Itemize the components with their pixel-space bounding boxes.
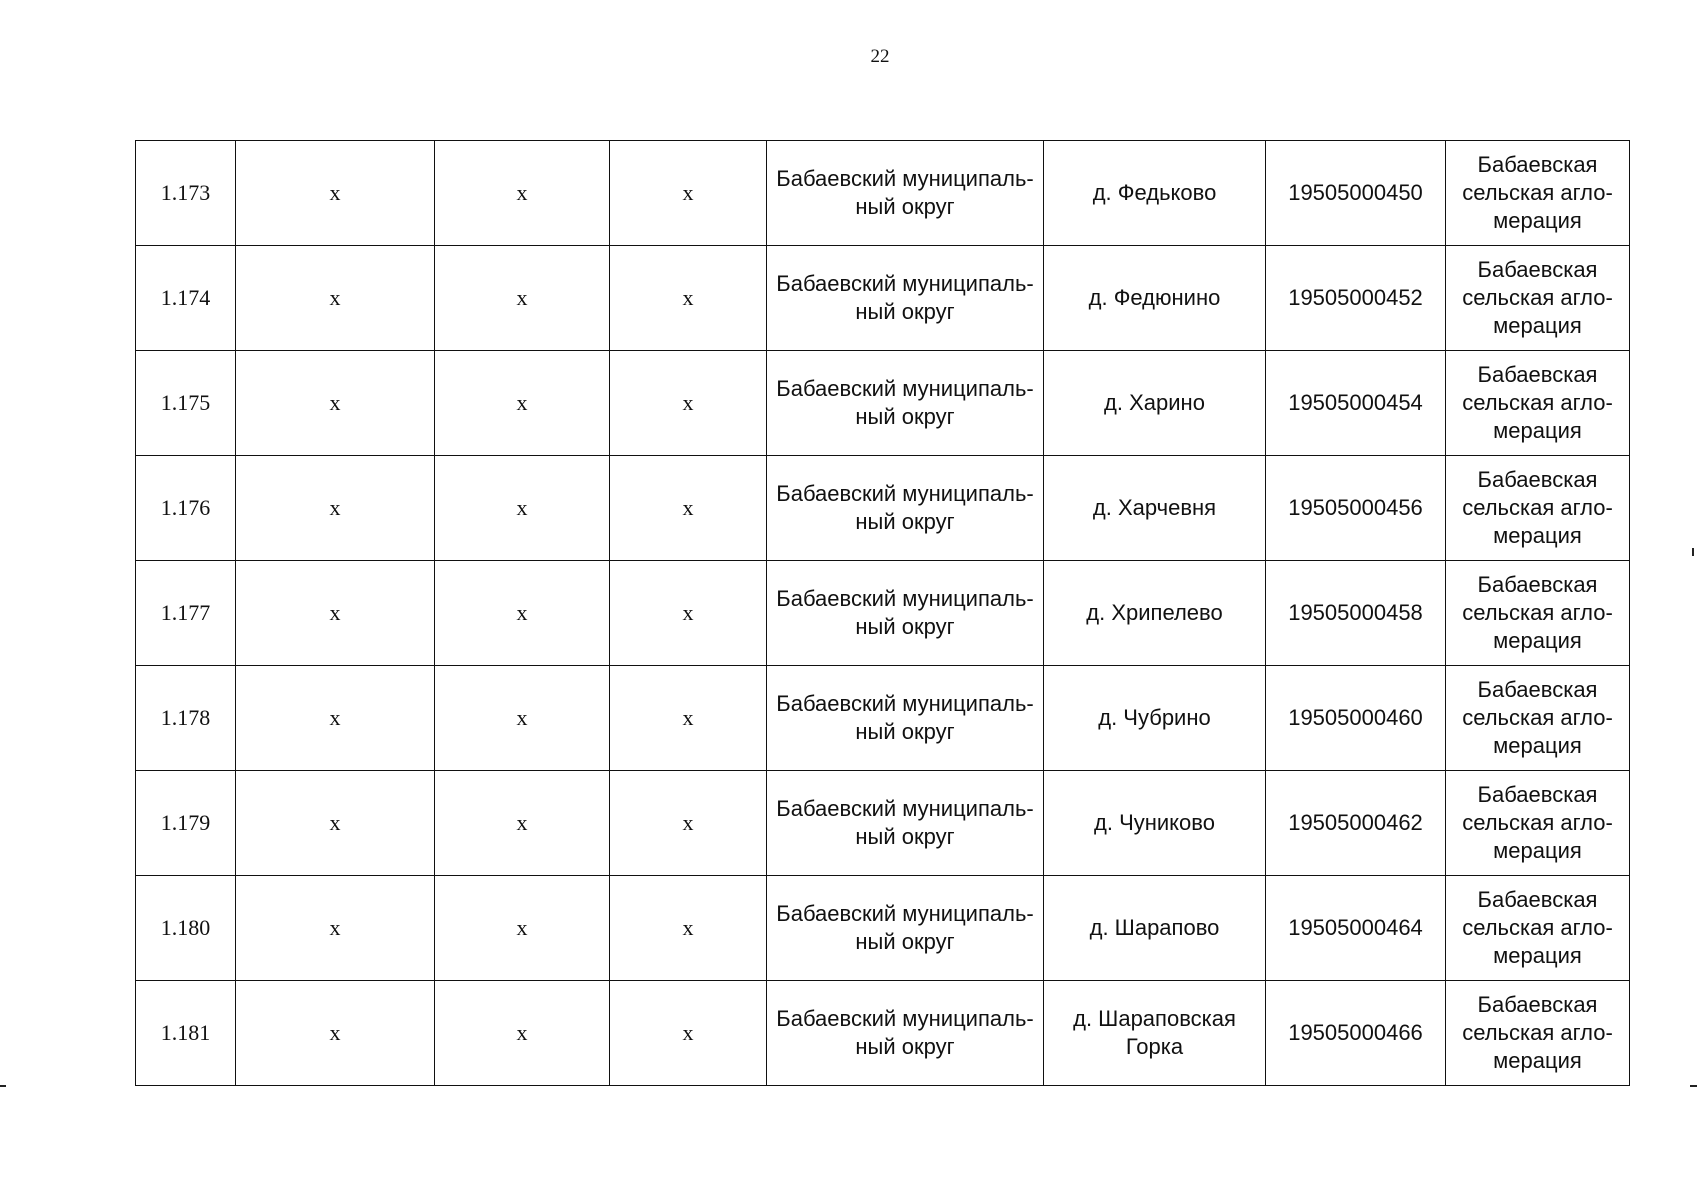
settlement-cell: д. Чубрино [1044, 666, 1266, 771]
municipality-line: ный округ [855, 404, 955, 429]
placeholder-cell: х [610, 876, 767, 981]
scan-edge-mark [1692, 548, 1694, 556]
row-number-cell: 1.174 [136, 246, 236, 351]
table-row [136, 141, 1630, 246]
agglomeration-line: сельская агло- [1462, 600, 1613, 625]
oktmo-code-cell: 19505000462 [1266, 771, 1446, 876]
agglomeration-line: Бабаевская [1477, 362, 1598, 387]
placeholder-cell: х [435, 351, 610, 456]
oktmo-code-cell: 19505000456 [1266, 456, 1446, 561]
agglomeration-line: Бабаевская [1477, 467, 1598, 492]
municipality-cell [767, 876, 1044, 981]
agglomeration-line: мерация [1493, 523, 1582, 548]
municipality-line: Бабаевский муниципаль- [776, 691, 1034, 716]
placeholder-cell: х [610, 351, 767, 456]
agglomeration-cell [1446, 456, 1630, 561]
oktmo-code-cell: 19505000466 [1266, 981, 1446, 1086]
settlement-cell: д. Чуниково [1044, 771, 1266, 876]
placeholder-cell: х [435, 456, 610, 561]
municipality-cell [767, 981, 1044, 1086]
agglomeration-cell [1446, 561, 1630, 666]
placeholder-cell: х [610, 141, 767, 246]
agglomeration-cell [1446, 876, 1630, 981]
settlement-cell: д. Шарапово [1044, 876, 1266, 981]
settlement-cell: д. Федьково [1044, 141, 1266, 246]
placeholder-cell: х [236, 981, 435, 1086]
placeholder-cell: х [610, 561, 767, 666]
agglomeration-line: Бабаевская [1477, 257, 1598, 282]
municipality-cell [767, 561, 1044, 666]
row-number-cell: 1.181 [136, 981, 236, 1086]
municipality-cell [767, 246, 1044, 351]
municipality-line: ный округ [855, 509, 955, 534]
placeholder-cell: х [236, 876, 435, 981]
agglomeration-line: сельская агло- [1462, 810, 1613, 835]
municipality-line: Бабаевский муниципаль- [776, 586, 1034, 611]
scan-edge-mark [0, 1085, 6, 1087]
row-number-cell: 1.180 [136, 876, 236, 981]
municipality-line: ный округ [855, 614, 955, 639]
registry-table-container [135, 140, 1629, 1086]
oktmo-code-cell: 19505000450 [1266, 141, 1446, 246]
municipality-line: ный округ [855, 929, 955, 954]
settlement-cell: д. Харчевня [1044, 456, 1266, 561]
agglomeration-line: Бабаевская [1477, 572, 1598, 597]
municipality-cell [767, 666, 1044, 771]
registry-table [135, 140, 1630, 1086]
settlement-cell: д. Федюнино [1044, 246, 1266, 351]
row-number-cell: 1.175 [136, 351, 236, 456]
placeholder-cell: х [236, 141, 435, 246]
placeholder-cell: х [236, 666, 435, 771]
table-row [136, 351, 1630, 456]
municipality-line: ный округ [855, 824, 955, 849]
municipality-line: Бабаевский муниципаль- [776, 796, 1034, 821]
municipality-cell [767, 351, 1044, 456]
agglomeration-cell [1446, 981, 1630, 1086]
placeholder-cell: х [435, 141, 610, 246]
agglomeration-cell [1446, 771, 1630, 876]
agglomeration-cell [1446, 666, 1630, 771]
placeholder-cell: х [610, 771, 767, 876]
oktmo-code-cell: 19505000452 [1266, 246, 1446, 351]
oktmo-code-cell: 19505000460 [1266, 666, 1446, 771]
placeholder-cell: х [435, 876, 610, 981]
table-row [136, 666, 1630, 771]
agglomeration-line: мерация [1493, 313, 1582, 338]
municipality-line: ный округ [855, 1034, 955, 1059]
settlement-cell: д. Хрипелево [1044, 561, 1266, 666]
agglomeration-cell [1446, 351, 1630, 456]
settlement-cell: д. Шараповская Горка [1044, 981, 1266, 1086]
agglomeration-line: сельская агло- [1462, 180, 1613, 205]
settlement-cell: д. Харино [1044, 351, 1266, 456]
agglomeration-line: мерация [1493, 418, 1582, 443]
municipality-cell [767, 141, 1044, 246]
oktmo-code-cell: 19505000458 [1266, 561, 1446, 666]
municipality-line: ный округ [855, 719, 955, 744]
row-number-cell: 1.178 [136, 666, 236, 771]
placeholder-cell: х [236, 351, 435, 456]
agglomeration-cell [1446, 246, 1630, 351]
municipality-line: Бабаевский муниципаль- [776, 1006, 1034, 1031]
table-row [136, 981, 1630, 1086]
agglomeration-line: сельская агло- [1462, 390, 1613, 415]
row-number-cell: 1.173 [136, 141, 236, 246]
placeholder-cell: х [435, 771, 610, 876]
placeholder-cell: х [236, 771, 435, 876]
agglomeration-line: Бабаевская [1477, 677, 1598, 702]
placeholder-cell: х [236, 561, 435, 666]
row-number-cell: 1.177 [136, 561, 236, 666]
municipality-line: Бабаевский муниципаль- [776, 376, 1034, 401]
municipality-line: Бабаевский муниципаль- [776, 481, 1034, 506]
table-row [136, 561, 1630, 666]
municipality-line: Бабаевский муниципаль- [776, 901, 1034, 926]
placeholder-cell: х [610, 246, 767, 351]
row-number-cell: 1.176 [136, 456, 236, 561]
municipality-line: ный округ [855, 299, 955, 324]
table-row [136, 771, 1630, 876]
agglomeration-line: Бабаевская [1477, 152, 1598, 177]
placeholder-cell: х [610, 456, 767, 561]
row-number-cell: 1.179 [136, 771, 236, 876]
municipality-line: Бабаевский муниципаль- [776, 271, 1034, 296]
table-row [136, 456, 1630, 561]
placeholder-cell: х [435, 246, 610, 351]
agglomeration-line: мерация [1493, 733, 1582, 758]
page-number: 22 [870, 46, 890, 67]
placeholder-cell: х [435, 666, 610, 771]
municipality-line: Бабаевский муниципаль- [776, 166, 1034, 191]
placeholder-cell: х [610, 666, 767, 771]
placeholder-cell: х [435, 561, 610, 666]
placeholder-cell: х [236, 456, 435, 561]
scan-edge-mark [1690, 1085, 1697, 1087]
agglomeration-line: сельская агло- [1462, 1020, 1613, 1045]
placeholder-cell: х [236, 246, 435, 351]
agglomeration-line: Бабаевская [1477, 992, 1598, 1017]
table-row [136, 246, 1630, 351]
agglomeration-line: мерация [1493, 208, 1582, 233]
agglomeration-line: мерация [1493, 628, 1582, 653]
agglomeration-line: сельская агло- [1462, 915, 1613, 940]
table-row [136, 876, 1630, 981]
agglomeration-line: мерация [1493, 1048, 1582, 1073]
agglomeration-line: мерация [1493, 943, 1582, 968]
agglomeration-line: мерация [1493, 838, 1582, 863]
agglomeration-line: Бабаевская [1477, 782, 1598, 807]
municipality-cell [767, 771, 1044, 876]
oktmo-code-cell: 19505000464 [1266, 876, 1446, 981]
agglomeration-line: Бабаевская [1477, 887, 1598, 912]
placeholder-cell: х [435, 981, 610, 1086]
agglomeration-cell [1446, 141, 1630, 246]
agglomeration-line: сельская агло- [1462, 495, 1613, 520]
agglomeration-line: сельская агло- [1462, 285, 1613, 310]
municipality-line: ный округ [855, 194, 955, 219]
oktmo-code-cell: 19505000454 [1266, 351, 1446, 456]
agglomeration-line: сельская агло- [1462, 705, 1613, 730]
placeholder-cell: х [610, 981, 767, 1086]
municipality-cell [767, 456, 1044, 561]
